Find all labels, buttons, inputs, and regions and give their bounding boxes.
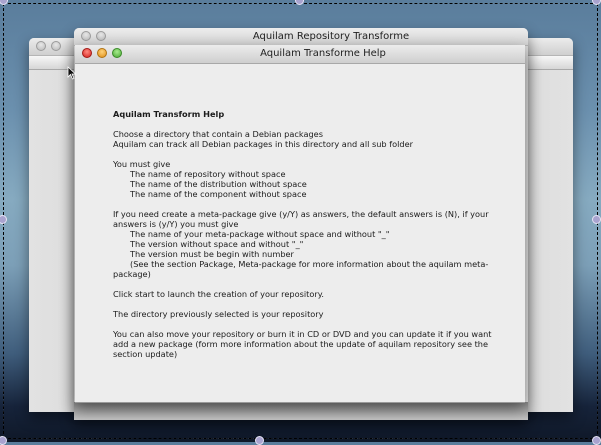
window-title: Aquilam Transforme Help bbox=[260, 48, 386, 59]
help-paragraph bbox=[113, 209, 505, 279]
help-paragraph: The directory previously selected is your repository bbox=[113, 309, 324, 319]
resize-handle-top-left[interactable] bbox=[0, 0, 8, 5]
close-button-inactive[interactable] bbox=[36, 41, 46, 51]
help-line: Aquilam can track all Debian packages in this directory and all sub folder bbox=[113, 139, 413, 149]
help-list-item: The name of the component without space bbox=[130, 189, 307, 199]
resize-handle-left[interactable] bbox=[0, 215, 7, 224]
help-window-titlebar[interactable] bbox=[75, 45, 525, 64]
resize-handle-bottom[interactable] bbox=[255, 436, 264, 445]
resize-handle-right[interactable] bbox=[592, 215, 601, 224]
minimize-button-inactive[interactable] bbox=[96, 31, 106, 41]
help-paragraph: You can also move your repository or burn it in CD or DVD and you can update it if you want add a new package (form more information about the update of aquilam repository see the section update) bbox=[113, 329, 492, 359]
help-line: Choose a directory that contain a Debian packages bbox=[113, 129, 323, 139]
resize-handle-bottom-right[interactable] bbox=[592, 436, 601, 445]
help-list-item: The name of the distribution without space bbox=[130, 179, 307, 189]
help-content bbox=[113, 109, 505, 369]
help-line: If you need create a meta-package give (y/Y) as answers, the default answers is (N), if your answers is (y/Y) you must give bbox=[113, 209, 489, 229]
help-heading: Aquilam Transform Help bbox=[113, 109, 225, 119]
mouse-cursor-icon bbox=[67, 66, 77, 80]
minimize-button-inactive[interactable] bbox=[51, 41, 61, 51]
minimize-button[interactable] bbox=[97, 48, 107, 58]
help-window[interactable] bbox=[75, 45, 525, 403]
help-list-item: The version without space and without "_" bbox=[130, 239, 304, 249]
help-list-item: (See the section Package, Meta-package for more information about the aquilam meta-package) bbox=[113, 259, 489, 279]
close-button-inactive[interactable] bbox=[81, 31, 91, 41]
help-list-item: The version must be begin with number bbox=[130, 249, 294, 259]
close-button[interactable] bbox=[82, 48, 92, 58]
resize-handle-top[interactable] bbox=[295, 0, 304, 5]
help-list-item: The name of your meta-package without space and without "_" bbox=[130, 229, 390, 239]
resize-handle-top-right[interactable] bbox=[592, 0, 601, 5]
window-bottom-shadow bbox=[74, 402, 528, 420]
repository-transforme-titlebar[interactable] bbox=[74, 28, 528, 46]
window-title: Aquilam Repository Transforme bbox=[252, 31, 410, 42]
help-list-item: The name of repository without space bbox=[130, 169, 286, 179]
help-paragraph: Click start to launch the creation of your repository. bbox=[113, 289, 324, 299]
help-paragraph bbox=[113, 129, 505, 149]
resize-handle-bottom-left[interactable] bbox=[0, 436, 7, 445]
help-line: You must give bbox=[113, 159, 171, 169]
help-paragraph bbox=[113, 159, 505, 199]
